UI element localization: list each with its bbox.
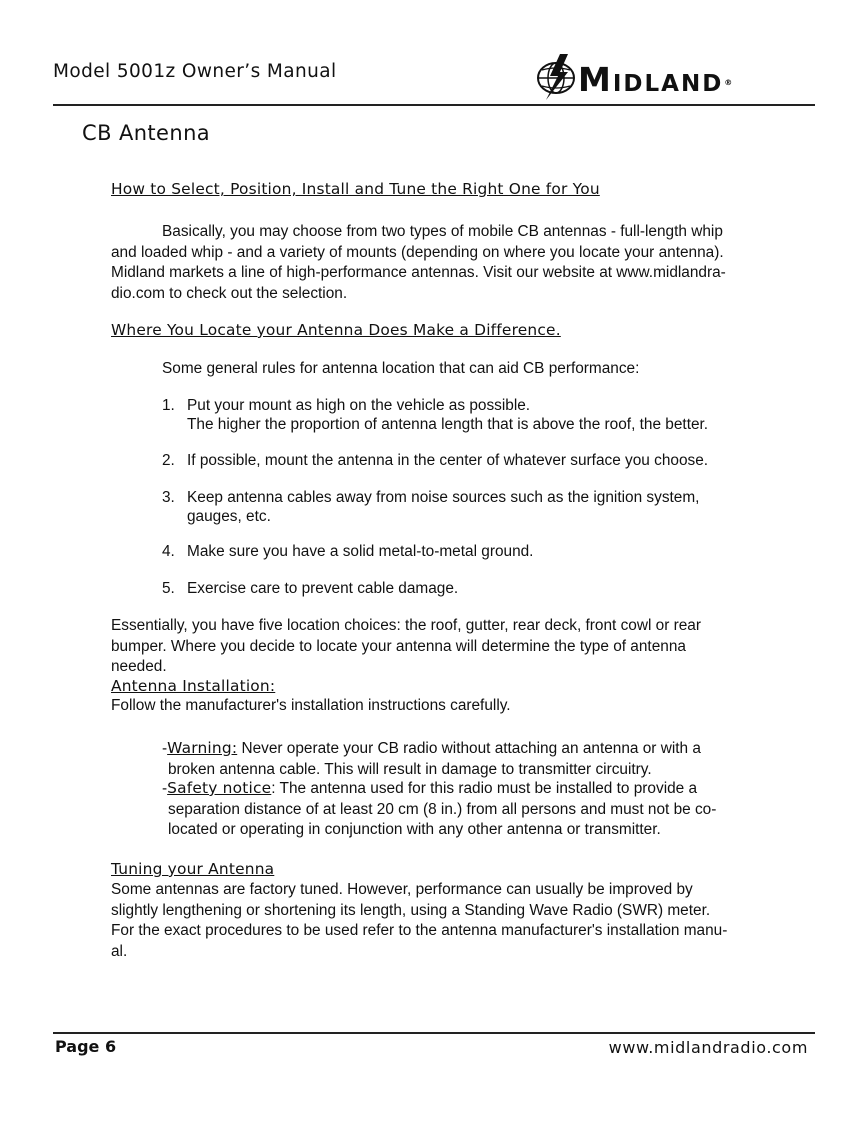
location-intro: Some general rules for antenna location that can aid CB performance: — [162, 360, 640, 377]
safety-label: Safety notice — [167, 779, 272, 797]
select-line-1: Basically, you may choose from two types of mobile CB antennas - full-length whip — [162, 223, 723, 240]
location-heading: Where You Locate your Antenna Does Make a Difference. — [111, 321, 561, 339]
installation-body: Follow the manufacturer's installation instructions carefully. — [111, 697, 511, 714]
logo-wordmark: MIDLAND® — [578, 60, 735, 99]
warning-label: Warning: — [167, 739, 238, 757]
globe-lightning-icon — [530, 52, 582, 102]
section-title: CB Antenna — [82, 121, 211, 145]
select-line-2: and loaded whip - and a variety of mounts (depending on where you locate your antenna). — [111, 243, 724, 261]
select-paragraph — [111, 222, 811, 304]
select-heading: How to Select, Position, Install and Tune the Right One for You — [111, 180, 600, 198]
footer-divider — [53, 1032, 815, 1034]
rule-item: 4. Make sure you have a solid metal-to-metal ground. — [162, 543, 534, 560]
rule-item: 2. If possible, mount the antenna in the center of whatever surface you choose. — [162, 452, 709, 469]
location-summary: Essentially, you have five location choices: the roof, gutter, rear deck, front cowl or rear bumper. Where you decide to locate your antenna will determine the type of antenna needed. — [111, 617, 701, 675]
rule-item: 5. Exercise care to prevent cable damage. — [162, 580, 459, 597]
safety-note: -Safety notice: The antenna used for this radio must be installed to provide a separation distance of at least 20 cm (8 in.) from all persons and must not be co- located or operating in conjunction with any other antenna or transmitter. — [162, 779, 717, 838]
midland-logo — [530, 52, 780, 102]
rule-item: 1. Put your mount as high on the vehicle as possible. The higher the proportion of antenna length that is above the roof, the better. — [162, 397, 709, 433]
rule-item: 3. Keep antenna cables away from noise sources such as the ignition system, gauges, etc. — [162, 489, 700, 525]
warning-note: -Warning: Never operate your CB radio without attaching an antenna or with a broken antenna cable. This will result in damage to transmitter circuitry. — [162, 739, 701, 778]
select-line-4: dio.com to check out the selection. — [111, 284, 348, 302]
page-number: Page 6 — [55, 1037, 117, 1056]
manual-title: Model 5001z Owner’s Manual — [53, 61, 337, 82]
tuning-paragraph: Some antennas are factory tuned. However, performance can usually be improved by slightly lengthening or shortening its length, using a Standing Wave Radio (SWR) meter. For the exact procedures to be used refer to the antenna manufacturer's installation manu- al. — [111, 881, 728, 960]
installation-heading: Antenna Installation: — [111, 677, 276, 695]
select-line-3: Midland markets a line of high-performance antennas. Visit our website at www.midlandra- — [111, 264, 726, 281]
website-link[interactable]: www.midlandradio.com — [608, 1038, 808, 1057]
tuning-heading: Tuning your Antenna — [111, 860, 275, 878]
header-divider — [53, 104, 815, 106]
